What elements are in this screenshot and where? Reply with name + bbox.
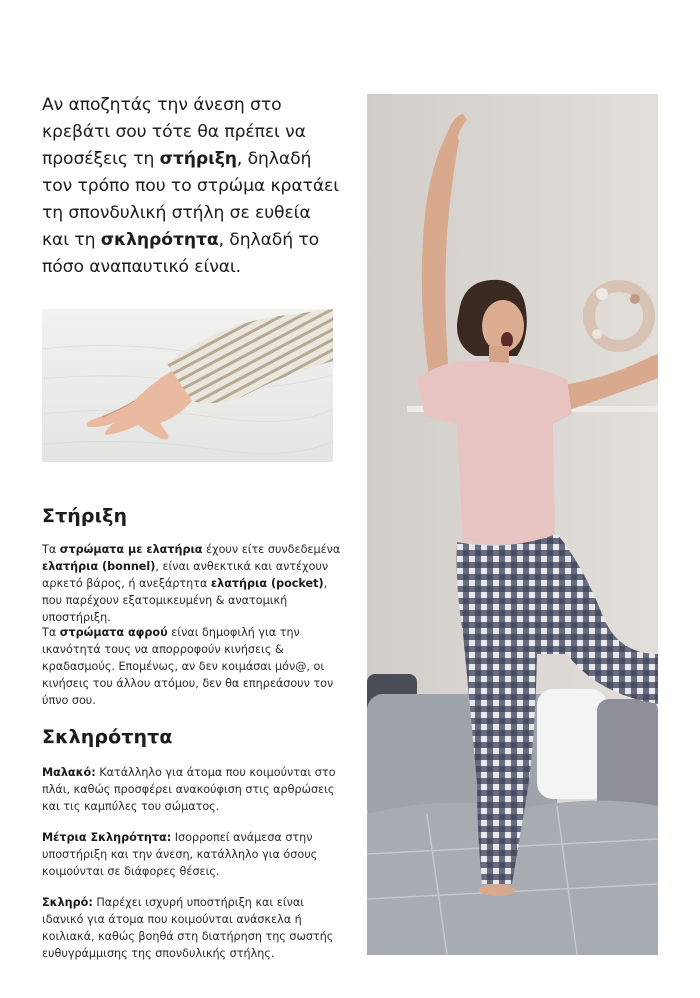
support-paragraph-springs: Τα στρώματα με ελατήρια έχουν είτε συνδεδεμένα ελατήρια (bonnel), είναι ανθεκτικά και αντέχουν αρκετό βάρος, ή ανεξάρτητα ελατήρια (pocket), που παρέχουν εξατομικευμένη & ανατομική υποστήριξη. <box>42 543 341 624</box>
intro-paragraph <box>42 92 342 281</box>
medium-label: Μέτρια Σκληρότητα: <box>42 831 172 844</box>
intro-bold-support: στήριξη <box>159 149 237 169</box>
firmness-hard-paragraph: Σκληρό: Παρέχει ισχυρή υποστήριξη και είναι ιδανικό για άτομα που κοιμούνται ανάσκελα ή κοιλιακά, καθώς βοηθά στη διατήρηση της σωστής ευθυγράμμισης της σπονδυλικής στήλης. <box>42 896 334 960</box>
firmness-soft-paragraph: Μαλακό: Κατάλληλο για άτομα που κοιμούνται στο πλάι, καθώς προσφέρει ανακούφιση στις αρθρώσεις και τις καμπύλες του σώματος. <box>42 766 336 813</box>
intro-bold-firmness: σκληρότητα <box>100 230 219 250</box>
firmness-heading: Σκληρότητα <box>42 726 173 748</box>
bold-foam-mattresses: στρώματα αφρού <box>59 626 168 639</box>
intro-text-2: , δηλαδή τον τρόπο που το στρώμα κρατάει τη σπονδυλική στήλη σε ευθεία και τη <box>42 149 339 250</box>
hand-on-mattress-image <box>42 309 333 462</box>
bold-bonnel: ελατήρια (bonnel) <box>42 560 156 573</box>
intro-text-1: Αν αποζητάς την άνεση στο κρεβάτι σου τότε θα πρέπει να προσέξεις τη <box>42 95 306 169</box>
soft-label: Μαλακό: <box>42 766 96 779</box>
woman-dancing-on-bed-image <box>367 94 658 955</box>
support-paragraph-foam: Τα στρώματα αφρού είναι δημοφιλή για την ικανότητά τους να απορροφούν κινήσεις & κραδασμούς. Επομένως, αν δεν κοιμάσαι μόν@, οι κινήσεις του άλλου ατόμου, δεν θα επηρεάσουν τον ύπνο σου. <box>42 626 334 707</box>
intro-text-3: , δηλαδή το πόσο αναπαυτικό είναι. <box>42 230 320 277</box>
support-heading: Στήριξη <box>42 505 128 527</box>
bold-spring-mattresses: στρώματα με ελατήρια <box>59 543 203 556</box>
firmness-medium-paragraph: Μέτρια Σκληρότητα: Ισορροπεί ανάμεσα στην υποστήριξη και την άνεση, κατάλληλο για όσους κοιμούνται σε διάφορες θέσεις. <box>42 831 318 878</box>
bold-pocket: ελατήρια (pocket) <box>210 577 324 590</box>
hard-label: Σκληρό: <box>42 896 93 909</box>
